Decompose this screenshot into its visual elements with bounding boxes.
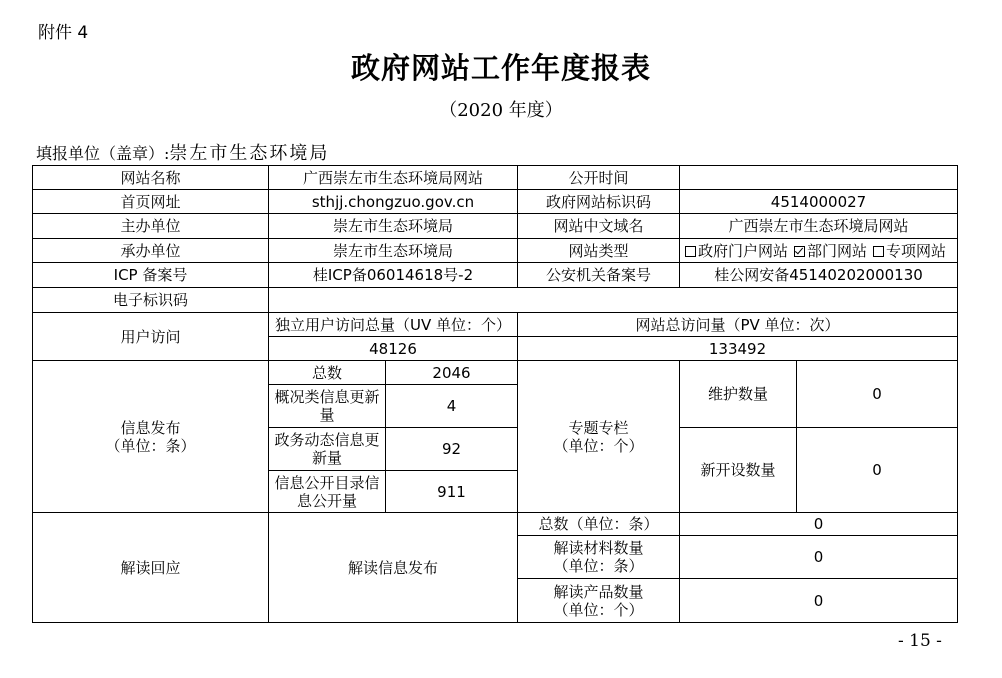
uv-label: 独立用户访问总量（UV 单位：个）: [269, 313, 518, 337]
catalog-value: 911: [386, 471, 518, 513]
table-row: [33, 263, 958, 288]
checkbox-icon: [685, 246, 696, 257]
catalog-label: 信息公开目录信息公开量: [269, 471, 386, 513]
table-row: [33, 166, 958, 190]
product-value: 0: [680, 579, 958, 623]
filing-unit-label: 填报单位（盖章）:: [36, 144, 170, 163]
columns-label: [518, 361, 680, 513]
pv-label: 网站总访问量（PV 单位：次）: [518, 313, 958, 337]
report-table: [32, 165, 958, 623]
page-number: - 15 -: [898, 631, 942, 651]
police-value: 桂公网安备45140202000130: [680, 263, 958, 288]
affairs-value: 92: [386, 428, 518, 471]
organizer-label: 承办单位: [33, 239, 269, 263]
overview-value: 4: [386, 385, 518, 428]
material-value: 0: [680, 536, 958, 579]
filing-unit-value: 崇左市生态环境局: [169, 143, 330, 164]
homepage-label: 首页网址: [33, 190, 269, 214]
columns-label-line2: （单位：个）: [553, 436, 644, 455]
table-row: [33, 288, 958, 313]
columns-label-line1: 专题专栏: [568, 418, 629, 437]
new-columns-value: 0: [797, 428, 958, 513]
site-type-option[interactable]: [794, 242, 867, 260]
table-row: [33, 361, 958, 385]
site-type-option-label: 部门网站: [806, 241, 867, 260]
attachment-label: 附件 4: [38, 23, 89, 43]
material-label-line2: （单位：条）: [553, 557, 644, 575]
site-id-label: 政府网站标识码: [518, 190, 680, 214]
site-type-option[interactable]: [685, 242, 788, 260]
report-year: （2020 年度）: [439, 100, 563, 121]
table-row: [33, 313, 958, 337]
product-label-line1: 解读产品数量: [553, 582, 644, 601]
product-label: [518, 579, 680, 623]
site-name-label: 网站名称: [33, 166, 269, 190]
open-time-value: [680, 166, 958, 190]
maintain-label: 维护数量: [680, 361, 797, 428]
table-row: [33, 214, 958, 239]
maintain-value: 0: [797, 361, 958, 428]
publish-label: [33, 361, 269, 513]
table-row: [33, 513, 958, 536]
eid-value: [269, 288, 958, 313]
police-label: 公安机关备案号: [518, 263, 680, 288]
cn-domain-label: 网站中文域名: [518, 214, 680, 239]
site-type-option-label: 政府门户网站: [697, 241, 788, 260]
publish-total-label: 总数: [269, 361, 386, 385]
filing-unit: [36, 139, 329, 165]
checked-checkbox-icon: [794, 246, 805, 257]
icp-label: ICP 备案号: [33, 263, 269, 288]
table-row: [33, 239, 958, 263]
interp-total-label: 总数（单位：条）: [518, 513, 680, 536]
publish-total-value: 2046: [386, 361, 518, 385]
page-title: 政府网站工作年度报表: [350, 51, 651, 85]
overview-label: 概况类信息更新量: [269, 385, 386, 428]
open-time-label: 公开时间: [518, 166, 680, 190]
sponsor-label: 主办单位: [33, 214, 269, 239]
interpretation-label: 解读回应: [33, 513, 269, 623]
site-name-value: 广西崇左市生态环境局网站: [269, 166, 518, 190]
publish-label-line1: 信息发布: [120, 418, 181, 437]
table-row: [33, 190, 958, 214]
cn-domain-value: 广西崇左市生态环境局网站: [680, 214, 958, 239]
site-id-value: 4514000027: [680, 190, 958, 214]
homepage-value: sthjj.chongzuo.gov.cn: [269, 190, 518, 214]
material-label: [518, 536, 680, 579]
eid-label: 电子标识码: [33, 288, 269, 313]
site-type-options: [680, 239, 958, 263]
interp-total-value: 0: [680, 513, 958, 536]
new-columns-label: 新开设数量: [680, 428, 797, 513]
publish-label-line2: （单位：条）: [105, 436, 196, 455]
sponsor-value: 崇左市生态环境局: [269, 214, 518, 239]
product-label-line2: （单位：个）: [553, 600, 644, 619]
site-type-option-label: 专项网站: [886, 241, 947, 260]
icp-value: 桂ICP备06014618号-2: [269, 263, 518, 288]
organizer-value: 崇左市生态环境局: [269, 239, 518, 263]
site-type-option[interactable]: [873, 242, 946, 260]
affairs-label: 政务动态信息更新量: [269, 428, 386, 471]
uv-value: 48126: [269, 337, 518, 361]
interpretation-sub-label: 解读信息发布: [269, 513, 518, 623]
site-type-label: 网站类型: [518, 239, 680, 263]
checkbox-icon: [873, 246, 884, 257]
material-label-line1: 解读材料数量: [553, 539, 644, 557]
visits-label: 用户访问: [33, 313, 269, 361]
pv-value: 133492: [518, 337, 958, 361]
